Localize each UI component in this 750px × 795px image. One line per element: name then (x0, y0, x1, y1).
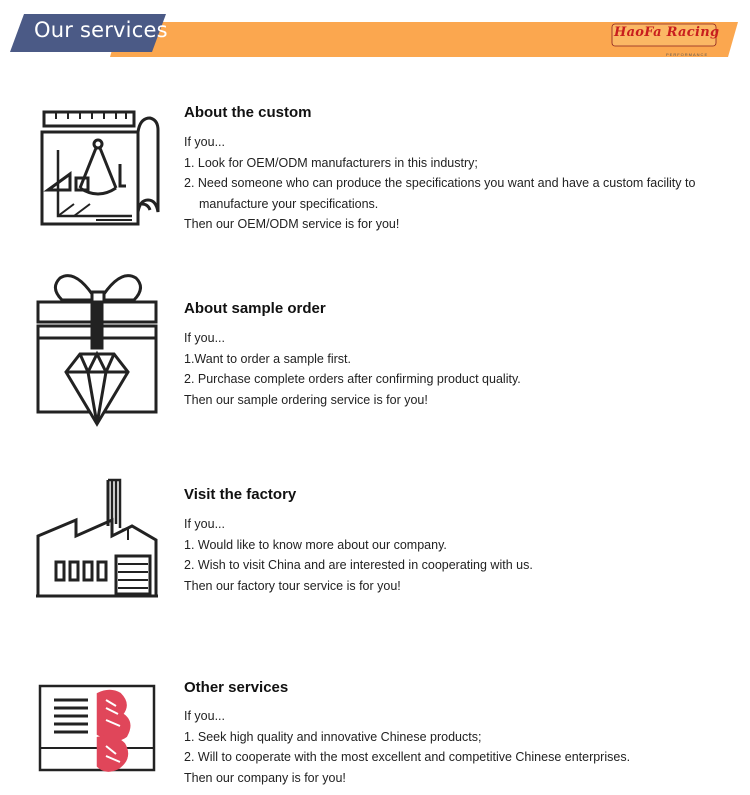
text-line: 1. Look for OEM/ODM manufacturers in this industry; (184, 155, 478, 170)
section-title: Visit the factory (184, 486, 297, 503)
text-line: 2. Wish to visit China and are interested in cooperating with us. (184, 558, 533, 572)
text-line: Then our sample ordering service is for you! (184, 392, 428, 407)
text-line: 2. Will to cooperate with the most excellent and competitive Chinese enterprises. (184, 750, 631, 764)
brand-logo: HaoFa Racing (614, 25, 720, 40)
section-text (184, 514, 533, 596)
section-title: About sample order (184, 300, 326, 317)
brand-logo-subtitle: PERFORMANCE (666, 52, 709, 57)
text-line: 1.Want to order a sample first. (184, 351, 351, 366)
section-text (184, 706, 630, 788)
section-title: Other services (184, 679, 289, 696)
section-text (184, 328, 521, 410)
text-line: 2. Need someone who can produce the specifications you want and have a custom facility to (184, 176, 696, 190)
text-line: 1. Seek high quality and innovative Chinese products; (184, 729, 482, 744)
text-line: 2. Purchase complete orders after confirming product quality. (184, 372, 521, 386)
text-line: Then our OEM/ODM service is for you! (184, 217, 400, 231)
gift-diamond-icon (36, 270, 160, 430)
blueprint-compass-icon (36, 108, 160, 228)
text-line: If you... (184, 517, 225, 531)
section-text (184, 132, 695, 235)
text-line: If you... (184, 135, 225, 149)
header-title: Our services (34, 18, 168, 42)
text-line: 1. Would like to know more about our company. (184, 537, 447, 552)
document-brand-icon (36, 684, 160, 780)
text-line: manufacture your specifications. (199, 196, 379, 211)
text-line: Then our company is for you! (184, 770, 346, 785)
text-line: If you... (184, 331, 225, 345)
section-title: About the custom (184, 104, 312, 121)
factory-icon (36, 476, 160, 600)
services-header (0, 0, 750, 62)
text-line: Then our factory tour service is for you! (184, 578, 401, 593)
text-line: If you... (184, 709, 225, 723)
